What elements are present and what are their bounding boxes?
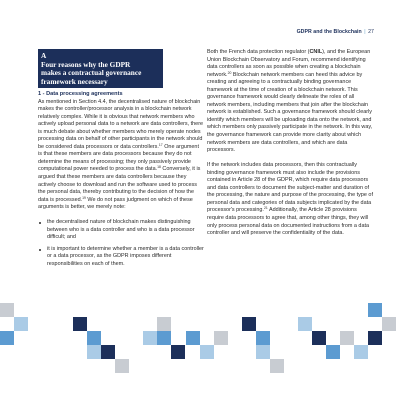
left-paragraph-1 [38,99,204,212]
footnote-ref: 19 [82,195,86,200]
text-run: One argument is that these members are data processors because they do not determine the means of processing; they only passively provide computational power needed to process the data. [38,143,199,173]
decor-square [340,331,354,345]
decor-square [312,331,326,345]
decor-square [157,331,171,345]
right-paragraph-1 [207,49,373,155]
decor-square [200,345,214,359]
right-column [207,49,373,238]
left-column [38,49,204,269]
decor-square [186,331,200,345]
text-run: Conversely, it is argued that these members are data controllers because they actively choose to download and run the software used to process the personal data, thereby contributing to the decision of how the data is processed. [38,166,201,203]
paragraph-gap [38,212,204,220]
decor-square [0,331,14,345]
decor-square [115,359,129,373]
header-separator: | [364,29,366,35]
footnote-ref: 18 [157,165,161,170]
section-title-line-1: Four reasons why the GDPR [41,59,131,69]
text-run: Additionally, the Article 28 provisions require data processors to agree that, among other things, they will only process personal data on documented instructions from a data controller and will preserve the confidentiality of the data. [207,207,370,237]
decor-square [101,345,115,359]
section-title-line-2: makes a contractual governance [41,68,142,77]
section-letter: A [41,51,47,60]
decor-square [0,303,14,317]
page-header [297,29,374,35]
decor-square [14,317,28,331]
decor-square [256,345,270,359]
text-run: ), and the European Union Blockchain Observatory and Forum, recommend identifying data controllers as soon as possible when creating a blockchain network. [207,49,371,78]
decor-square [73,317,87,331]
subheading: 1 - Data processing agreements [38,91,123,97]
decor-square [87,331,101,345]
decor-square [368,303,382,317]
text-run: If the network includes data processors, then this contractually binding governance framework must also include the provisions contained in Article 28 of the GDPR, which require data processors and data controllers to document the subject-matter and duration of the processing, the nature and purpose of the processing, the type of personal data and categories of data subjects implicated by the data processor's processing. [207,162,373,214]
decor-square [298,317,312,331]
footnote-ref: 17 [158,142,163,147]
decor-square [368,331,382,345]
decor-square [171,345,185,359]
section-title-line-3: framework necessary [41,76,108,86]
text-run: We do not pass judgment on which of these arguments is better, we merely note: [38,196,193,211]
text-run: Both the French data protection regulator ( [207,49,310,55]
page-number: 27 [368,29,374,35]
decor-square [354,345,368,359]
decor-square [270,359,284,373]
text-run: As mentioned in Section 4.4, the decentralised nature of blockchain makes the controller/processor analysis in a blockchain network relatively complex. While it is obvious that network members who actively upload personal data to a network are data controllers, there is much debate about whether members who merely operate nodes processing data on behalf of other participants in the network should be considered data processors or data controllers. [38,98,204,150]
decor-square [256,331,270,345]
right-paragraph-2 [207,162,373,237]
decor-square [143,331,157,345]
bullet-item: the decentralised nature of blockchain makes distinguishing between who is a data controller and who is a data processor difficult; and [38,219,204,242]
decor-square [242,317,256,331]
bullet-list [38,219,204,268]
paragraph-gap [207,155,373,163]
footnote-ref: 21 [263,206,268,211]
decor-square [382,317,396,331]
bullet-item: it is important to determine whether a member is a data controller or a data processor, as the GDPR imposes different responsibilities on each of them. [38,246,204,269]
text-run: Blockchain network members can heed this advice by creating and agreeing to a contractually binding governance framework at the time of creation of a blockchain network. This governance framework would clearly delineate the roles of all network members, including members that join after the blockchain network is established. Such a governance framework should clearly identify which members will be uploading data onto the network, and which members only passively participate in the network. In this way, the governance framework can provide more clarity about which network members are data controllers, and which are data processors. [207,71,373,154]
header-title: GDPR and the Blockchain [296,29,362,35]
bold-term: CNIL [309,49,323,55]
footnote-ref: 20 [227,70,232,75]
decor-square [157,317,171,331]
decor-square [214,331,228,345]
decor-square [87,345,101,359]
decor-square [326,345,340,359]
section-title-box [38,49,163,88]
